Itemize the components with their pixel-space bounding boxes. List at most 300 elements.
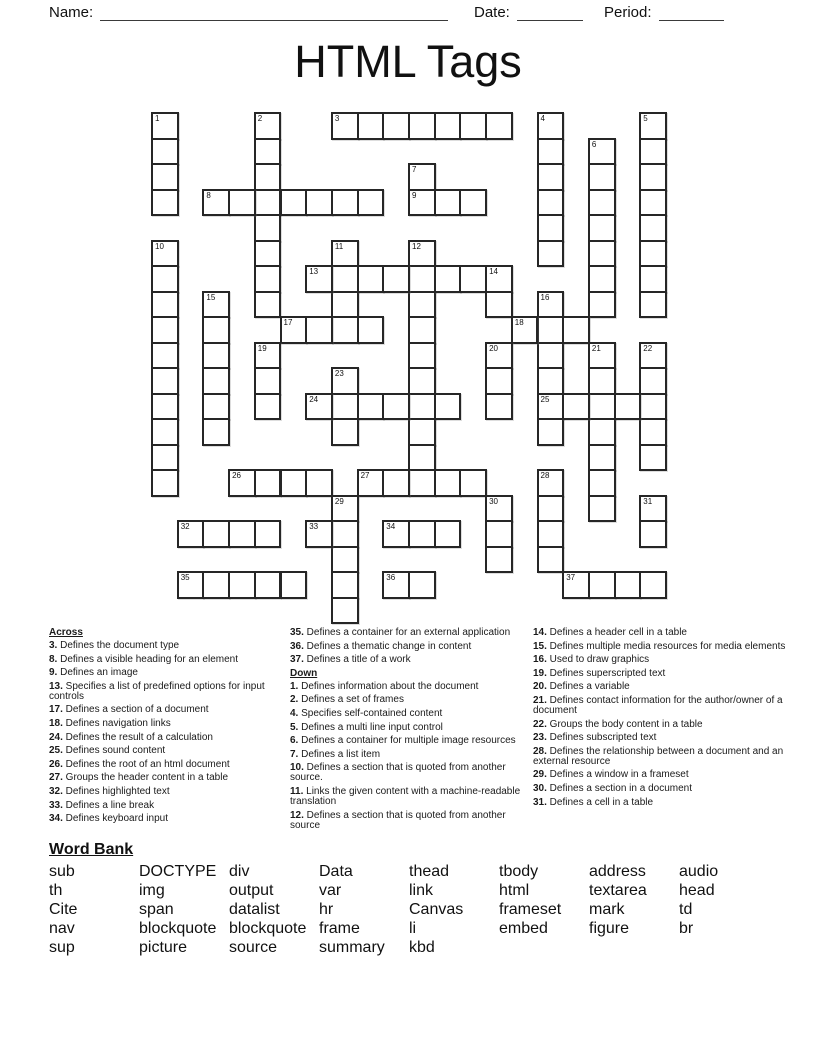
clue-text: Defines navigation links bbox=[62, 717, 171, 729]
grid-cell[interactable] bbox=[614, 393, 642, 421]
clue-number: 29. bbox=[533, 769, 547, 781]
grid-cell[interactable] bbox=[151, 418, 179, 446]
grid-cell[interactable] bbox=[459, 469, 487, 497]
clue-number: 11. bbox=[290, 785, 304, 797]
cell-number: 17 bbox=[283, 318, 293, 327]
grid-cell[interactable] bbox=[151, 469, 179, 497]
grid-cell[interactable] bbox=[537, 495, 565, 523]
grid-cell[interactable] bbox=[151, 163, 179, 191]
grid-cell[interactable] bbox=[588, 418, 616, 446]
clue-text: Defines a variable bbox=[546, 681, 630, 693]
cell-number: 3 bbox=[334, 114, 340, 123]
grid-cell[interactable] bbox=[331, 495, 359, 523]
grid-cell[interactable] bbox=[280, 571, 308, 599]
word-bank-word: audio bbox=[679, 863, 719, 880]
grid-cell[interactable] bbox=[537, 469, 565, 497]
grid-cell[interactable] bbox=[305, 469, 333, 497]
grid-cell[interactable] bbox=[588, 291, 616, 319]
clue-number: 19. bbox=[533, 667, 547, 679]
grid-cell[interactable] bbox=[254, 214, 282, 242]
period-input-line[interactable] bbox=[659, 6, 724, 21]
cell-number: 16 bbox=[540, 292, 550, 302]
grid-cell[interactable] bbox=[485, 393, 513, 421]
cell-number: 29 bbox=[334, 496, 344, 506]
clue-item bbox=[49, 733, 290, 743]
grid-cell[interactable] bbox=[639, 138, 667, 166]
word-bank-column bbox=[409, 862, 499, 957]
cell-number: 1 bbox=[155, 114, 160, 123]
clue-text: Used to draw graphics bbox=[546, 654, 650, 666]
grid-cell[interactable] bbox=[254, 520, 282, 548]
grid-cell[interactable] bbox=[537, 393, 565, 421]
word-bank-word: figure bbox=[589, 920, 630, 937]
grid-cell[interactable] bbox=[382, 112, 410, 140]
grid-cell[interactable] bbox=[151, 189, 179, 217]
grid-cell[interactable] bbox=[382, 393, 410, 421]
grid-cell[interactable] bbox=[588, 342, 616, 370]
clue-text: Defines keyboard input bbox=[62, 813, 168, 825]
grid-cell[interactable] bbox=[537, 520, 565, 548]
clue-number: 7. bbox=[290, 748, 299, 760]
word-bank-heading: Word Bank bbox=[49, 841, 134, 858]
cell-number: 5 bbox=[643, 114, 648, 123]
clue-number: 20. bbox=[533, 681, 547, 693]
grid-cell[interactable] bbox=[639, 265, 667, 293]
clue-number: 4. bbox=[290, 707, 299, 719]
grid-cell[interactable] bbox=[408, 571, 436, 599]
grid-cell[interactable] bbox=[151, 444, 179, 472]
grid-cell[interactable] bbox=[537, 189, 565, 217]
grid-cell[interactable] bbox=[331, 367, 359, 395]
grid-cell[interactable] bbox=[485, 367, 513, 395]
grid-cell[interactable] bbox=[639, 342, 667, 370]
grid-cell[interactable] bbox=[408, 163, 436, 191]
clue-text: Defines sound content bbox=[62, 745, 166, 757]
grid-cell[interactable] bbox=[357, 393, 385, 421]
grid-cell[interactable] bbox=[254, 138, 282, 166]
name-input-line[interactable] bbox=[100, 6, 448, 21]
clue-item bbox=[290, 682, 533, 692]
grid-cell[interactable] bbox=[305, 316, 333, 344]
word-bank-word: hr bbox=[319, 901, 334, 918]
grid-cell[interactable] bbox=[588, 214, 616, 242]
grid-cell[interactable] bbox=[408, 469, 436, 497]
clue-number: 31. bbox=[533, 796, 547, 808]
word-bank-word: var bbox=[319, 882, 342, 899]
grid-cell[interactable] bbox=[408, 265, 436, 293]
grid-cell[interactable] bbox=[408, 342, 436, 370]
grid-cell[interactable] bbox=[485, 265, 513, 293]
word-bank-word: mark bbox=[589, 901, 625, 918]
clue-item bbox=[290, 709, 533, 719]
grid-cell[interactable] bbox=[151, 342, 179, 370]
grid-cell[interactable] bbox=[434, 393, 462, 421]
grid-cell[interactable] bbox=[639, 367, 667, 395]
clue-item bbox=[49, 682, 290, 702]
clue-number: 5. bbox=[290, 721, 299, 733]
grid-cell[interactable] bbox=[459, 112, 487, 140]
cell-number: 20 bbox=[489, 343, 498, 353]
grid-cell[interactable] bbox=[280, 469, 308, 497]
grid-cell[interactable] bbox=[331, 393, 359, 421]
clue-item bbox=[49, 746, 290, 756]
grid-cell[interactable] bbox=[305, 265, 333, 293]
grid-cell[interactable] bbox=[639, 291, 667, 319]
clue-text: Defines subscripted text bbox=[546, 732, 657, 744]
clue-item bbox=[49, 668, 290, 678]
cell-number: 22 bbox=[643, 343, 653, 353]
clue-number: 21. bbox=[533, 694, 547, 706]
grid-cell[interactable] bbox=[588, 393, 616, 421]
grid-cell[interactable] bbox=[537, 316, 565, 344]
grid-cell[interactable] bbox=[254, 367, 282, 395]
word-bank-column bbox=[319, 862, 409, 957]
grid-cell[interactable] bbox=[254, 342, 282, 370]
cell-number: 10 bbox=[155, 241, 164, 251]
clue-text: Defines a multi line input control bbox=[298, 721, 443, 733]
grid-cell[interactable] bbox=[331, 112, 359, 140]
grid-cell[interactable] bbox=[511, 316, 539, 344]
grid-cell[interactable] bbox=[588, 571, 616, 599]
cell-number: 33 bbox=[309, 522, 319, 531]
cell-number: 4 bbox=[540, 114, 545, 123]
grid-cell[interactable] bbox=[639, 418, 667, 446]
clue-item bbox=[533, 669, 793, 679]
grid-cell[interactable] bbox=[537, 112, 565, 140]
grid-cell[interactable] bbox=[588, 163, 616, 191]
word-bank-column bbox=[589, 862, 679, 957]
grid-cell[interactable] bbox=[408, 240, 436, 268]
cell-number: 21 bbox=[591, 343, 601, 353]
grid-cell[interactable] bbox=[408, 520, 436, 548]
grid-cell[interactable] bbox=[202, 571, 230, 599]
grid-cell[interactable] bbox=[254, 240, 282, 268]
cell-number: 12 bbox=[412, 241, 421, 251]
grid-cell[interactable] bbox=[588, 189, 616, 217]
grid-cell[interactable] bbox=[459, 189, 487, 217]
grid-cell[interactable] bbox=[639, 520, 667, 548]
clue-text: Groups the header content in a table bbox=[62, 772, 229, 784]
grid-cell[interactable] bbox=[485, 495, 513, 523]
word-bank-word: embed bbox=[499, 920, 548, 937]
grid-cell[interactable] bbox=[639, 393, 667, 421]
grid-cell[interactable] bbox=[280, 189, 308, 217]
grid-cell[interactable] bbox=[537, 418, 565, 446]
clue-number: 25. bbox=[49, 745, 63, 757]
grid-cell[interactable] bbox=[228, 520, 256, 548]
word-bank-word: blockquote bbox=[229, 920, 307, 937]
clue-text: Defines a section that is quoted from another source. bbox=[290, 762, 506, 784]
grid-cell[interactable] bbox=[434, 112, 462, 140]
name-field bbox=[49, 3, 448, 21]
word-bank-word: link bbox=[409, 882, 434, 899]
grid-cell[interactable] bbox=[331, 240, 359, 268]
clue-item bbox=[533, 682, 793, 692]
grid-cell[interactable] bbox=[614, 571, 642, 599]
clue-item bbox=[49, 760, 290, 770]
cell-number: 31 bbox=[643, 496, 653, 506]
grid-cell[interactable] bbox=[562, 571, 590, 599]
grid-cell[interactable] bbox=[280, 316, 308, 344]
grid-cell[interactable] bbox=[331, 520, 359, 548]
word-bank-word: textarea bbox=[589, 882, 647, 899]
clue-text: Defines a line break bbox=[62, 799, 155, 811]
grid-cell[interactable] bbox=[254, 265, 282, 293]
grid-cell[interactable] bbox=[408, 189, 436, 217]
grid-cell[interactable] bbox=[177, 571, 205, 599]
grid-cell[interactable] bbox=[151, 393, 179, 421]
grid-cell[interactable] bbox=[562, 316, 590, 344]
grid-cell[interactable] bbox=[588, 240, 616, 268]
grid-cell[interactable] bbox=[254, 571, 282, 599]
grid-cell[interactable] bbox=[331, 418, 359, 446]
clue-text: Defines a container for an external application bbox=[303, 627, 511, 638]
grid-cell[interactable] bbox=[485, 520, 513, 548]
grid-cell[interactable] bbox=[588, 495, 616, 523]
clue-number: 6. bbox=[290, 735, 299, 747]
clue-text: Specifies self-contained content bbox=[298, 707, 443, 719]
grid-cell[interactable] bbox=[537, 214, 565, 242]
clue-text: Defines a visible heading for an element bbox=[57, 653, 239, 665]
word-bank-word: source bbox=[229, 939, 278, 956]
clue-item bbox=[49, 641, 290, 651]
grid-cell[interactable] bbox=[537, 367, 565, 395]
grid-cell[interactable] bbox=[177, 520, 205, 548]
grid-cell[interactable] bbox=[382, 265, 410, 293]
grid-cell[interactable] bbox=[254, 112, 282, 140]
word-bank-word: td bbox=[679, 901, 693, 918]
clue-text: Defines a section that is quoted from another source bbox=[290, 809, 506, 831]
grid-cell[interactable] bbox=[485, 546, 513, 574]
grid-cell[interactable] bbox=[639, 444, 667, 472]
grid-cell[interactable] bbox=[331, 316, 359, 344]
clue-text: Defines a set of frames bbox=[298, 694, 404, 706]
grid-cell[interactable] bbox=[588, 444, 616, 472]
grid-cell[interactable] bbox=[588, 367, 616, 395]
grid-cell[interactable] bbox=[331, 291, 359, 319]
clue-item bbox=[49, 655, 290, 665]
grid-cell[interactable] bbox=[305, 189, 333, 217]
grid-cell[interactable] bbox=[357, 469, 385, 497]
clue-item bbox=[533, 720, 793, 730]
grid-cell[interactable] bbox=[639, 214, 667, 242]
grid-cell[interactable] bbox=[228, 571, 256, 599]
grid-cell[interactable] bbox=[434, 469, 462, 497]
grid-cell[interactable] bbox=[202, 342, 230, 370]
word-bank-word: sub bbox=[49, 863, 75, 880]
clue-number: 32. bbox=[49, 785, 63, 797]
grid-cell[interactable] bbox=[228, 469, 256, 497]
clue-number: 3. bbox=[49, 640, 58, 651]
grid-cell[interactable] bbox=[202, 393, 230, 421]
clue-number: 2. bbox=[290, 694, 299, 706]
across-heading: Across bbox=[49, 627, 83, 638]
grid-cell[interactable] bbox=[331, 597, 359, 625]
grid-cell[interactable] bbox=[151, 265, 179, 293]
grid-cell[interactable] bbox=[305, 520, 333, 548]
grid-cell[interactable] bbox=[202, 520, 230, 548]
clue-item bbox=[49, 773, 290, 783]
grid-cell[interactable] bbox=[254, 469, 282, 497]
clue-item bbox=[290, 628, 533, 638]
grid-cell[interactable] bbox=[408, 316, 436, 344]
word-bank-column bbox=[49, 862, 139, 957]
clue-text: Defines a thematic change in content bbox=[303, 640, 472, 652]
word-bank-column bbox=[679, 862, 769, 957]
grid-cell[interactable] bbox=[151, 367, 179, 395]
grid-cell[interactable] bbox=[305, 393, 333, 421]
clue-text: Groups the body content in a table bbox=[546, 718, 703, 730]
word-bank-word: br bbox=[679, 920, 694, 937]
clue-text: Defines multiple media resources for media elements bbox=[546, 640, 786, 652]
grid-cell[interactable] bbox=[202, 418, 230, 446]
clue-number: 15. bbox=[533, 640, 547, 652]
grid-cell[interactable] bbox=[408, 291, 436, 319]
grid-cell[interactable] bbox=[537, 138, 565, 166]
clue-item bbox=[49, 705, 290, 715]
word-bank-word: picture bbox=[139, 939, 188, 956]
clue-text: Defines information about the document bbox=[298, 680, 479, 692]
grid-cell[interactable] bbox=[639, 495, 667, 523]
cell-number: 27 bbox=[360, 471, 370, 480]
grid-cell[interactable] bbox=[485, 291, 513, 319]
grid-cell[interactable] bbox=[382, 469, 410, 497]
clue-number: 12. bbox=[290, 809, 304, 821]
clues-column-1 bbox=[49, 628, 290, 828]
cell-number: 28 bbox=[540, 471, 550, 480]
clue-text: Links the given content with a machine-readable translation bbox=[290, 785, 521, 807]
clue-item bbox=[290, 655, 533, 665]
grid-cell[interactable] bbox=[639, 163, 667, 191]
cell-number: 14 bbox=[489, 267, 498, 276]
grid-cell[interactable] bbox=[228, 189, 256, 217]
grid-cell[interactable] bbox=[434, 265, 462, 293]
grid-cell[interactable] bbox=[357, 112, 385, 140]
clue-item bbox=[290, 763, 533, 783]
cell-number: 7 bbox=[412, 165, 417, 174]
clues-column-2 bbox=[290, 628, 533, 834]
grid-cell[interactable] bbox=[357, 189, 385, 217]
grid-cell[interactable] bbox=[254, 393, 282, 421]
cell-number: 2 bbox=[257, 114, 263, 123]
clue-text: Defines superscripted text bbox=[546, 667, 666, 679]
grid-cell[interactable] bbox=[639, 571, 667, 599]
word-bank-word: summary bbox=[319, 939, 385, 956]
cell-number: 30 bbox=[489, 496, 498, 506]
word-bank-word: kbd bbox=[409, 939, 435, 956]
cell-number: 24 bbox=[309, 394, 319, 404]
grid-cell[interactable] bbox=[537, 342, 565, 370]
grid-cell[interactable] bbox=[202, 316, 230, 344]
word-bank-word: sup bbox=[49, 939, 75, 956]
word-bank-word: output bbox=[229, 882, 274, 899]
grid-cell[interactable] bbox=[331, 189, 359, 217]
date-field bbox=[474, 3, 583, 21]
grid-cell[interactable] bbox=[408, 393, 436, 421]
grid-cell[interactable] bbox=[408, 112, 436, 140]
clue-item bbox=[533, 642, 793, 652]
grid-cell[interactable] bbox=[254, 163, 282, 191]
grid-cell[interactable] bbox=[151, 291, 179, 319]
clue-item bbox=[533, 770, 793, 780]
clue-number: 1. bbox=[290, 680, 299, 692]
grid-cell[interactable] bbox=[537, 291, 565, 319]
word-bank-column bbox=[229, 862, 319, 957]
grid-cell[interactable] bbox=[537, 546, 565, 574]
grid-cell[interactable] bbox=[639, 240, 667, 268]
grid-cell[interactable] bbox=[254, 189, 282, 217]
clue-item bbox=[533, 733, 793, 743]
grid-cell[interactable] bbox=[588, 469, 616, 497]
grid-cell[interactable] bbox=[408, 367, 436, 395]
grid-cell[interactable] bbox=[357, 316, 385, 344]
grid-cell[interactable] bbox=[459, 265, 487, 293]
clue-item bbox=[533, 784, 793, 794]
grid-cell[interactable] bbox=[639, 112, 667, 140]
word-bank-word: Canvas bbox=[409, 901, 464, 918]
cell-number: 15 bbox=[206, 292, 216, 302]
grid-cell[interactable] bbox=[331, 546, 359, 574]
grid-cell[interactable] bbox=[254, 291, 282, 319]
cell-number: 19 bbox=[257, 343, 267, 353]
grid-cell[interactable] bbox=[588, 138, 616, 166]
clue-item bbox=[49, 801, 290, 811]
grid-cell[interactable] bbox=[151, 138, 179, 166]
clue-number: 14. bbox=[533, 627, 547, 638]
page-title: HTML Tags bbox=[294, 36, 522, 87]
cell-number: 9 bbox=[412, 190, 417, 200]
grid-cell[interactable] bbox=[562, 393, 590, 421]
clue-number: 23. bbox=[533, 732, 547, 744]
clue-number: 34. bbox=[49, 813, 63, 825]
word-bank-word: div bbox=[229, 863, 250, 880]
grid-cell[interactable] bbox=[537, 240, 565, 268]
grid-cell[interactable] bbox=[151, 316, 179, 344]
grid-cell[interactable] bbox=[639, 189, 667, 217]
grid-cell[interactable] bbox=[434, 520, 462, 548]
clue-item bbox=[290, 811, 533, 831]
grid-cell[interactable] bbox=[408, 444, 436, 472]
grid-cell[interactable] bbox=[331, 571, 359, 599]
clue-item bbox=[533, 747, 793, 767]
clue-number: 30. bbox=[533, 782, 547, 794]
grid-cell[interactable] bbox=[588, 265, 616, 293]
grid-cell[interactable] bbox=[537, 163, 565, 191]
grid-cell[interactable] bbox=[382, 571, 410, 599]
date-input-line[interactable] bbox=[517, 6, 583, 21]
clue-item bbox=[290, 723, 533, 733]
clue-text: Defines an image bbox=[57, 667, 138, 679]
grid-cell[interactable] bbox=[382, 520, 410, 548]
grid-cell[interactable] bbox=[202, 189, 230, 217]
clue-number: 28. bbox=[533, 745, 547, 757]
cell-number: 13 bbox=[309, 267, 319, 276]
grid-cell[interactable] bbox=[408, 418, 436, 446]
clue-number: 24. bbox=[49, 731, 63, 743]
grid-cell[interactable] bbox=[202, 367, 230, 395]
grid-cell[interactable] bbox=[357, 265, 385, 293]
clue-number: 9. bbox=[49, 667, 58, 679]
grid-cell[interactable] bbox=[331, 265, 359, 293]
grid-cell[interactable] bbox=[151, 112, 179, 140]
grid-cell[interactable] bbox=[202, 291, 230, 319]
clue-number: 33. bbox=[49, 799, 63, 811]
grid-cell[interactable] bbox=[485, 342, 513, 370]
grid-cell[interactable] bbox=[151, 240, 179, 268]
grid-cell[interactable] bbox=[485, 112, 513, 140]
clue-text: Defines a cell in a table bbox=[546, 796, 654, 808]
grid-cell[interactable] bbox=[434, 189, 462, 217]
